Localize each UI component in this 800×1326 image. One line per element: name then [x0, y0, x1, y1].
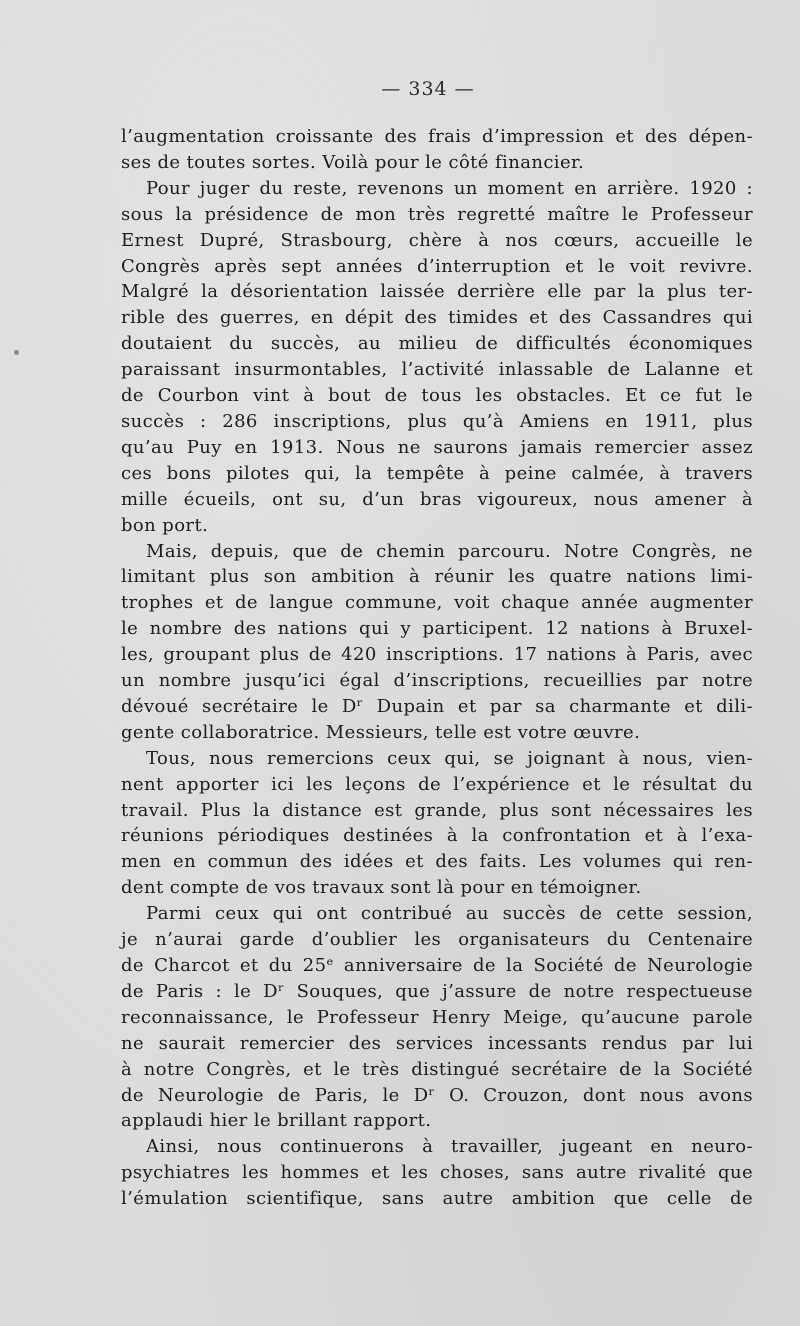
text-line: doutaient du succès, au milieu de difficultés économiques	[121, 333, 753, 355]
text-line: l’augmentation croissante des frais d’impression et des dépen-	[121, 126, 753, 147]
text-line: succès : 286 inscriptions, plus qu’à Amiens en 1911, plus	[121, 410, 753, 432]
text-line: l’émulation scientifique, sans autre ambition que celle de	[121, 1188, 753, 1210]
text-line: de Paris : le Dʳ Souques, que j’assure de notre respectueuse	[121, 980, 753, 1002]
text-line: Ainsi, nous continuerons à travailler, jugeant en neuro-	[146, 1136, 753, 1158]
text-line: bon port.	[121, 514, 209, 536]
text-line: Malgré la désorientation laissée derrière elle par la plus ter-	[121, 281, 753, 303]
text-line: reconnaissance, le Professeur Henry Meige, qu’aucune parole	[121, 1006, 753, 1028]
text-line: à notre Congrès, et le très distingué secrétaire de la Société	[121, 1058, 753, 1080]
text-line: psychiatres les hommes et les choses, sans autre rivalité que	[121, 1162, 753, 1184]
text-line: men en commun des idées et des faits. Les volumes qui ren-	[121, 851, 753, 873]
text-line: je n’aurai garde d’oublier les organisateurs du Centenaire	[121, 929, 753, 951]
text-line: ne saurait remercier des services incessants rendus par lui	[121, 1032, 753, 1054]
text-line: Congrès après sept années d’interruption et le voit revivre.	[121, 255, 753, 277]
paper-speck	[14, 350, 19, 355]
text-line: ses de toutes sortes. Voilà pour le côté financier.	[121, 151, 585, 173]
text-line: ces bons pilotes qui, la tempête à peine calmée, à travers	[121, 462, 753, 484]
text-line: nent apporter ici les leçons de l’expérience et le résultat du	[121, 773, 753, 795]
text-line: rible des guerres, en dépit des timides et des Cassandres qui	[121, 307, 753, 329]
text-line: Tous, nous remercions ceux qui, se joignant à nous, vien-	[146, 747, 753, 769]
text-line: qu’au Puy en 1913. Nous ne saurons jamais remercier assez	[121, 436, 753, 458]
text-line: Pour juger du reste, revenons un moment en arrière. 1920 :	[146, 177, 753, 199]
text-line: le nombre des nations qui y participent. 12 nations à Bruxel-	[121, 618, 753, 640]
text-line: sous la présidence de mon très regretté maître le Professeur	[121, 203, 753, 225]
text-line: gente collaboratrice. Messieurs, telle est votre œuvre.	[121, 721, 641, 743]
text-line: Parmi ceux qui ont contribué au succès de cette session,	[146, 903, 753, 925]
text-line: réunions périodiques destinées à la confrontation et à l’exa-	[121, 825, 753, 847]
text-line: applaudi hier le brillant rapport.	[121, 1110, 432, 1132]
text-line: Mais, depuis, que de chemin parcouru. Notre Congrès, ne	[146, 540, 753, 562]
text-line: les, groupant plus de 420 inscriptions. 17 nations à Paris, avec	[121, 644, 753, 666]
text-line: trophes et de langue commune, voit chaque année augmenter	[121, 592, 753, 614]
text-line: de Charcot et du 25ᵉ anniversaire de la Société de Neurologie	[121, 955, 753, 976]
text-line: mille écueils, ont su, d’un bras vigoureux, nous amener à	[121, 488, 753, 510]
text-line: un nombre jusqu’ici égal d’inscriptions, recueillies par notre	[121, 670, 753, 692]
text-line: dent compte de vos travaux sont là pour en témoigner.	[121, 877, 642, 899]
text-line: travail. Plus la distance est grande, plus sont nécessaires les	[121, 799, 753, 821]
body-text	[121, 124, 753, 1212]
text-line: paraissant insurmontables, l’activité inlassable de Lalanne et	[121, 359, 753, 381]
text-line: limitant plus son ambition à réunir les quatre nations limi-	[121, 566, 753, 588]
text-line: dévoué secrétaire le Dʳ Dupain et par sa charmante et dili-	[121, 695, 753, 717]
text-line: Ernest Dupré, Strasbourg, chère à nos cœurs, accueille le	[121, 229, 753, 251]
text-line: de Neurologie de Paris, le Dʳ O. Crouzon, dont nous avons	[121, 1084, 753, 1106]
page-number: — 334 —	[381, 78, 475, 100]
text-line: de Courbon vint à bout de tous les obstacles. Et ce fut le	[121, 385, 753, 407]
